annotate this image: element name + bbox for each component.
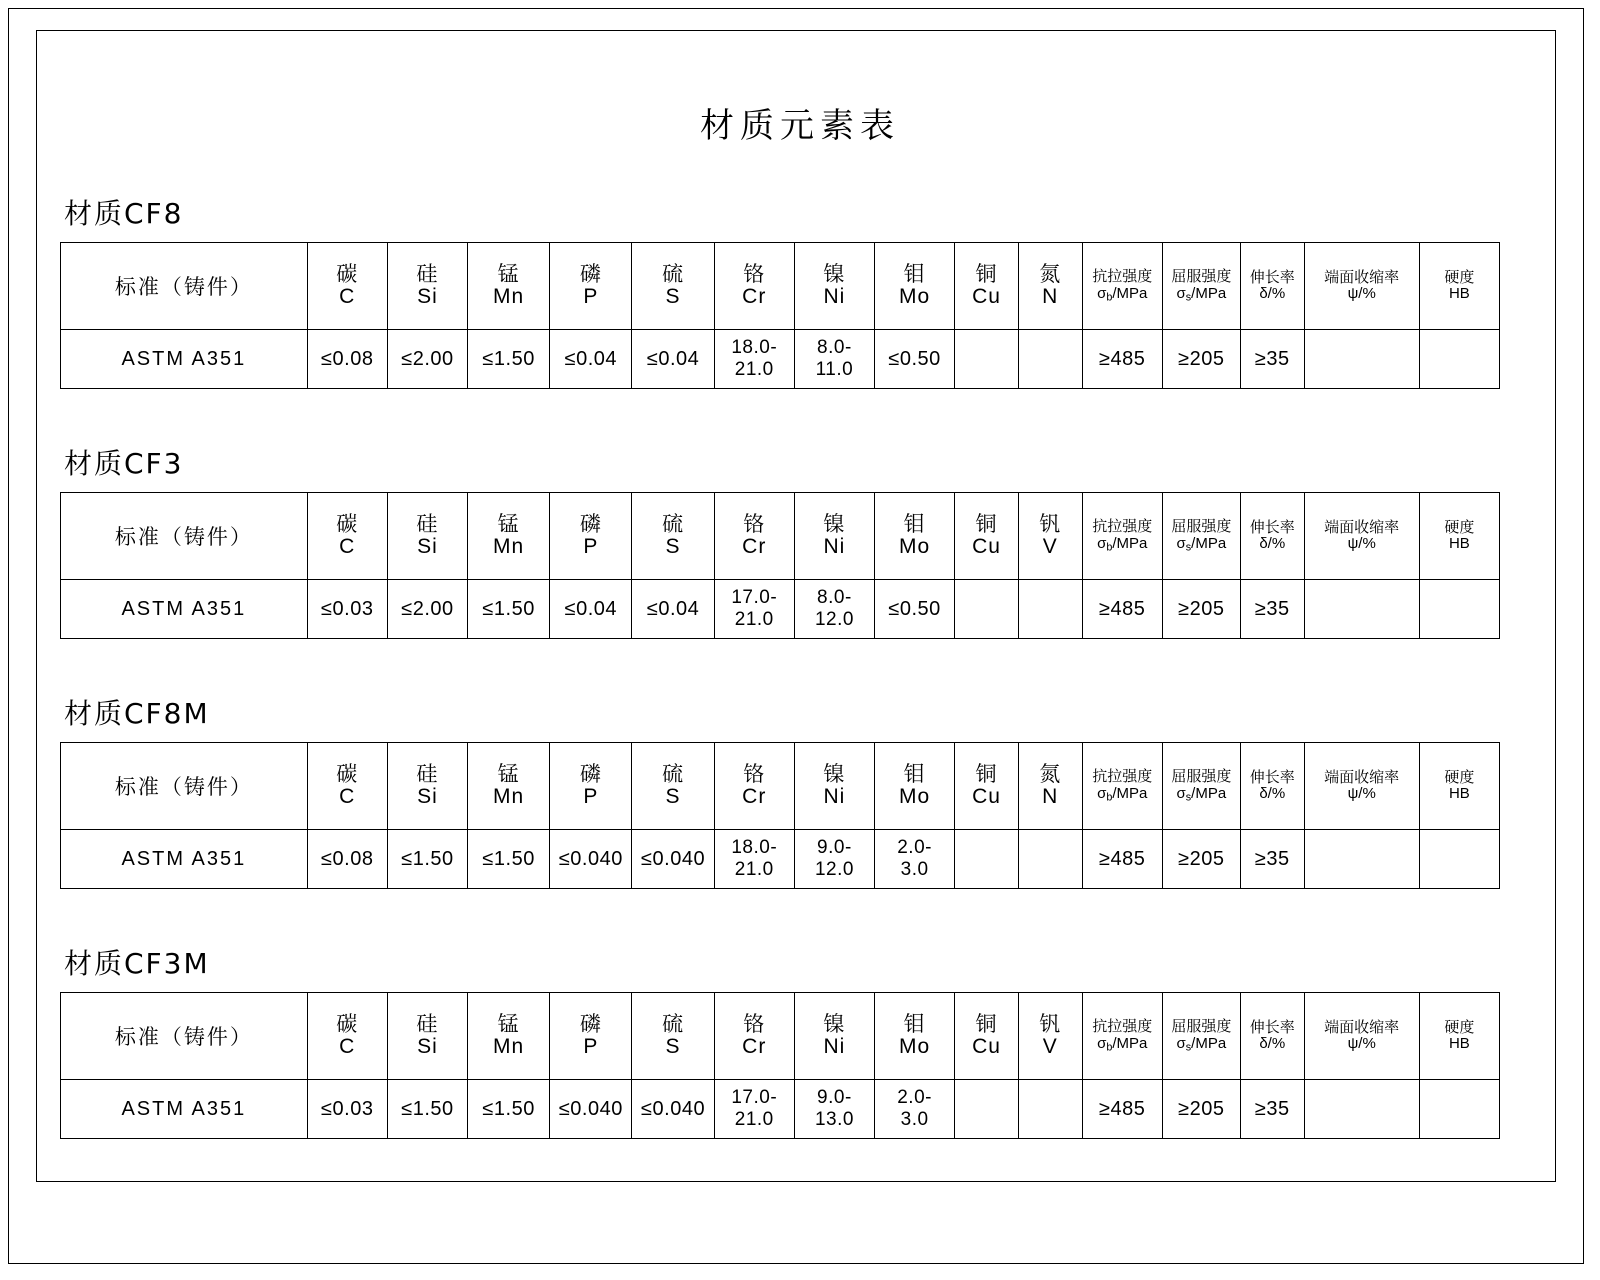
cell-element-value: [955, 1080, 1019, 1139]
header-mech-3: 端面收缩率 ψ/%: [1304, 743, 1419, 830]
cell-element-value: 17.0- 21.0: [714, 580, 794, 639]
cell-element-value: ≤1.50: [387, 830, 467, 889]
cell-element-value: 8.0- 12.0: [794, 580, 874, 639]
cell-element-value: ≤1.50: [468, 330, 550, 389]
header-element-mn: 锰 Mn: [468, 743, 550, 830]
material-block-title: 材质CF3: [64, 447, 184, 480]
cell-mech-value: ≥205: [1162, 580, 1240, 639]
header-element-si: 硅 Si: [387, 993, 467, 1080]
cell-element-value: ≤1.50: [468, 580, 550, 639]
cell-element-value: [955, 330, 1019, 389]
cell-element-value: 2.0- 3.0: [875, 1080, 955, 1139]
header-mech-4: 硬度 HB: [1419, 993, 1499, 1080]
cell-mech-value: ≥35: [1240, 580, 1304, 639]
material-table-host: [60, 492, 1500, 639]
material-element-table: [60, 742, 1500, 889]
header-element-n: 氮 N: [1018, 743, 1082, 830]
cell-element-value: 2.0- 3.0: [875, 830, 955, 889]
cell-mech-value: [1419, 1080, 1499, 1139]
header-mech-4: 硬度 HB: [1419, 493, 1499, 580]
cell-element-value: ≤0.040: [632, 830, 714, 889]
table-header-row: [61, 743, 1500, 830]
material-element-table: [60, 492, 1500, 639]
header-element-p: 磷 P: [550, 493, 632, 580]
cell-element-value: ≤2.00: [387, 330, 467, 389]
table-header-row: [61, 243, 1500, 330]
cell-element-value: ≤0.040: [632, 1080, 714, 1139]
header-element-mn: 锰 Mn: [468, 993, 550, 1080]
header-mech-1: 屈服强度 $\sigma_s$/MPa: [1162, 493, 1240, 580]
table-header-row: [61, 493, 1500, 580]
cell-element-value: [1018, 1080, 1082, 1139]
cell-element-value: [1018, 330, 1082, 389]
cell-mech-value: ≥205: [1162, 330, 1240, 389]
header-element-s: 硫 S: [632, 993, 714, 1080]
cell-standard: ASTM A351: [61, 580, 308, 639]
cell-element-value: ≤2.00: [387, 580, 467, 639]
header-mech-4: 硬度 HB: [1419, 743, 1499, 830]
header-element-s: 硫 S: [632, 743, 714, 830]
header-mech-1: 屈服强度 $\sigma_s$/MPa: [1162, 243, 1240, 330]
header-element-cu: 铜 Cu: [955, 243, 1019, 330]
cell-mech-value: ≥485: [1082, 580, 1162, 639]
cell-element-value: ≤1.50: [468, 1080, 550, 1139]
header-element-ni: 镍 Ni: [794, 493, 874, 580]
header-element-v: 钒 V: [1018, 493, 1082, 580]
cell-element-value: ≤1.50: [387, 1080, 467, 1139]
table-row: [61, 330, 1500, 389]
cell-element-value: 17.0- 21.0: [714, 1080, 794, 1139]
header-element-s: 硫 S: [632, 243, 714, 330]
header-element-si: 硅 Si: [387, 743, 467, 830]
header-element-cu: 铜 Cu: [955, 743, 1019, 830]
header-element-si: 硅 Si: [387, 493, 467, 580]
material-block-title: 材质CF8: [64, 197, 184, 230]
cell-element-value: 9.0- 12.0: [794, 830, 874, 889]
cell-element-value: ≤0.04: [632, 330, 714, 389]
cell-element-value: ≤0.03: [307, 580, 387, 639]
header-element-c: 碳 C: [307, 743, 387, 830]
table-header-row: [61, 993, 1500, 1080]
cell-element-value: ≤0.08: [307, 830, 387, 889]
material-block-title: 材质CF8M: [64, 697, 210, 730]
cell-element-value: [1018, 580, 1082, 639]
cell-standard: ASTM A351: [61, 1080, 308, 1139]
cell-mech-value: ≥205: [1162, 1080, 1240, 1139]
material-block-cf3m: [60, 942, 1500, 1139]
header-element-cr: 铬 Cr: [714, 993, 794, 1080]
material-table-host: [60, 242, 1500, 389]
cell-mech-value: [1304, 830, 1419, 889]
header-mech-4: 硬度 HB: [1419, 243, 1499, 330]
cell-mech-value: ≥485: [1082, 1080, 1162, 1139]
header-element-c: 碳 C: [307, 493, 387, 580]
cell-element-value: ≤0.50: [875, 580, 955, 639]
header-mech-2: 伸长率 δ/%: [1240, 993, 1304, 1080]
header-element-cr: 铬 Cr: [714, 243, 794, 330]
header-element-p: 磷 P: [550, 743, 632, 830]
header-element-mn: 锰 Mn: [468, 493, 550, 580]
cell-mech-value: [1304, 330, 1419, 389]
cell-mech-value: ≥485: [1082, 330, 1162, 389]
header-element-cr: 铬 Cr: [714, 493, 794, 580]
header-mech-1: 屈服强度 $\sigma_s$/MPa: [1162, 993, 1240, 1080]
header-element-mo: 钼 Mo: [875, 993, 955, 1080]
cell-element-value: ≤0.50: [875, 330, 955, 389]
header-element-si: 硅 Si: [387, 243, 467, 330]
header-element-c: 碳 C: [307, 993, 387, 1080]
cell-mech-value: ≥35: [1240, 1080, 1304, 1139]
header-element-n: 氮 N: [1018, 243, 1082, 330]
cell-mech-value: ≥205: [1162, 830, 1240, 889]
cell-mech-value: [1304, 580, 1419, 639]
cell-element-value: ≤0.04: [632, 580, 714, 639]
cell-element-value: ≤0.040: [550, 1080, 632, 1139]
material-table-host: [60, 992, 1500, 1139]
header-element-v: 钒 V: [1018, 993, 1082, 1080]
cell-mech-value: ≥35: [1240, 830, 1304, 889]
material-block-title: 材质CF3M: [64, 947, 210, 980]
cell-element-value: ≤0.04: [550, 330, 632, 389]
cell-element-value: [1018, 830, 1082, 889]
cell-element-value: [955, 580, 1019, 639]
cell-element-value: ≤0.03: [307, 1080, 387, 1139]
header-mech-0: 抗拉强度 $\sigma_b$/MPa: [1082, 993, 1162, 1080]
cell-standard: ASTM A351: [61, 830, 308, 889]
cell-element-value: 9.0- 13.0: [794, 1080, 874, 1139]
cell-element-value: ≤0.040: [550, 830, 632, 889]
material-block-cf8: [60, 192, 1500, 389]
material-block-cf3: [60, 442, 1500, 639]
page-title: 材质元素表: [700, 106, 900, 146]
header-mech-1: 屈服强度 $\sigma_s$/MPa: [1162, 743, 1240, 830]
header-mech-3: 端面收缩率 ψ/%: [1304, 493, 1419, 580]
header-element-c: 碳 C: [307, 243, 387, 330]
table-row: [61, 1080, 1500, 1139]
material-block-cf8m: [60, 692, 1500, 889]
header-mech-3: 端面收缩率 ψ/%: [1304, 993, 1419, 1080]
header-element-mo: 钼 Mo: [875, 743, 955, 830]
table-row: [61, 580, 1500, 639]
cell-element-value: ≤1.50: [468, 830, 550, 889]
table-row: [61, 830, 1500, 889]
cell-mech-value: [1304, 1080, 1419, 1139]
header-element-mo: 钼 Mo: [875, 243, 955, 330]
header-mech-0: 抗拉强度 $\sigma_b$/MPa: [1082, 493, 1162, 580]
header-element-ni: 镍 Ni: [794, 243, 874, 330]
cell-element-value: 18.0- 21.0: [714, 330, 794, 389]
cell-element-value: ≤0.08: [307, 330, 387, 389]
material-element-table: [60, 242, 1500, 389]
header-standard: 标准（铸件）: [61, 993, 308, 1080]
header-mech-2: 伸长率 δ/%: [1240, 743, 1304, 830]
header-standard: 标准（铸件）: [61, 243, 308, 330]
header-standard: 标准（铸件）: [61, 743, 308, 830]
cell-mech-value: ≥485: [1082, 830, 1162, 889]
header-element-p: 磷 P: [550, 243, 632, 330]
cell-element-value: ≤0.04: [550, 580, 632, 639]
header-mech-3: 端面收缩率 ψ/%: [1304, 243, 1419, 330]
cell-standard: ASTM A351: [61, 330, 308, 389]
cell-mech-value: [1419, 830, 1499, 889]
header-mech-2: 伸长率 δ/%: [1240, 493, 1304, 580]
header-element-mo: 钼 Mo: [875, 493, 955, 580]
material-table-host: [60, 742, 1500, 889]
cell-element-value: 8.0- 11.0: [794, 330, 874, 389]
header-element-p: 磷 P: [550, 993, 632, 1080]
header-element-cr: 铬 Cr: [714, 743, 794, 830]
header-element-cu: 铜 Cu: [955, 993, 1019, 1080]
material-element-table: [60, 992, 1500, 1139]
header-element-ni: 镍 Ni: [794, 743, 874, 830]
header-standard: 标准（铸件）: [61, 493, 308, 580]
cell-mech-value: [1419, 330, 1499, 389]
header-mech-2: 伸长率 δ/%: [1240, 243, 1304, 330]
header-mech-0: 抗拉强度 $\sigma_b$/MPa: [1082, 243, 1162, 330]
header-element-ni: 镍 Ni: [794, 993, 874, 1080]
header-element-mn: 锰 Mn: [468, 243, 550, 330]
header-mech-0: 抗拉强度 $\sigma_b$/MPa: [1082, 743, 1162, 830]
cell-mech-value: ≥35: [1240, 330, 1304, 389]
cell-element-value: [955, 830, 1019, 889]
header-element-cu: 铜 Cu: [955, 493, 1019, 580]
header-element-s: 硫 S: [632, 493, 714, 580]
cell-mech-value: [1419, 580, 1499, 639]
cell-element-value: 18.0- 21.0: [714, 830, 794, 889]
